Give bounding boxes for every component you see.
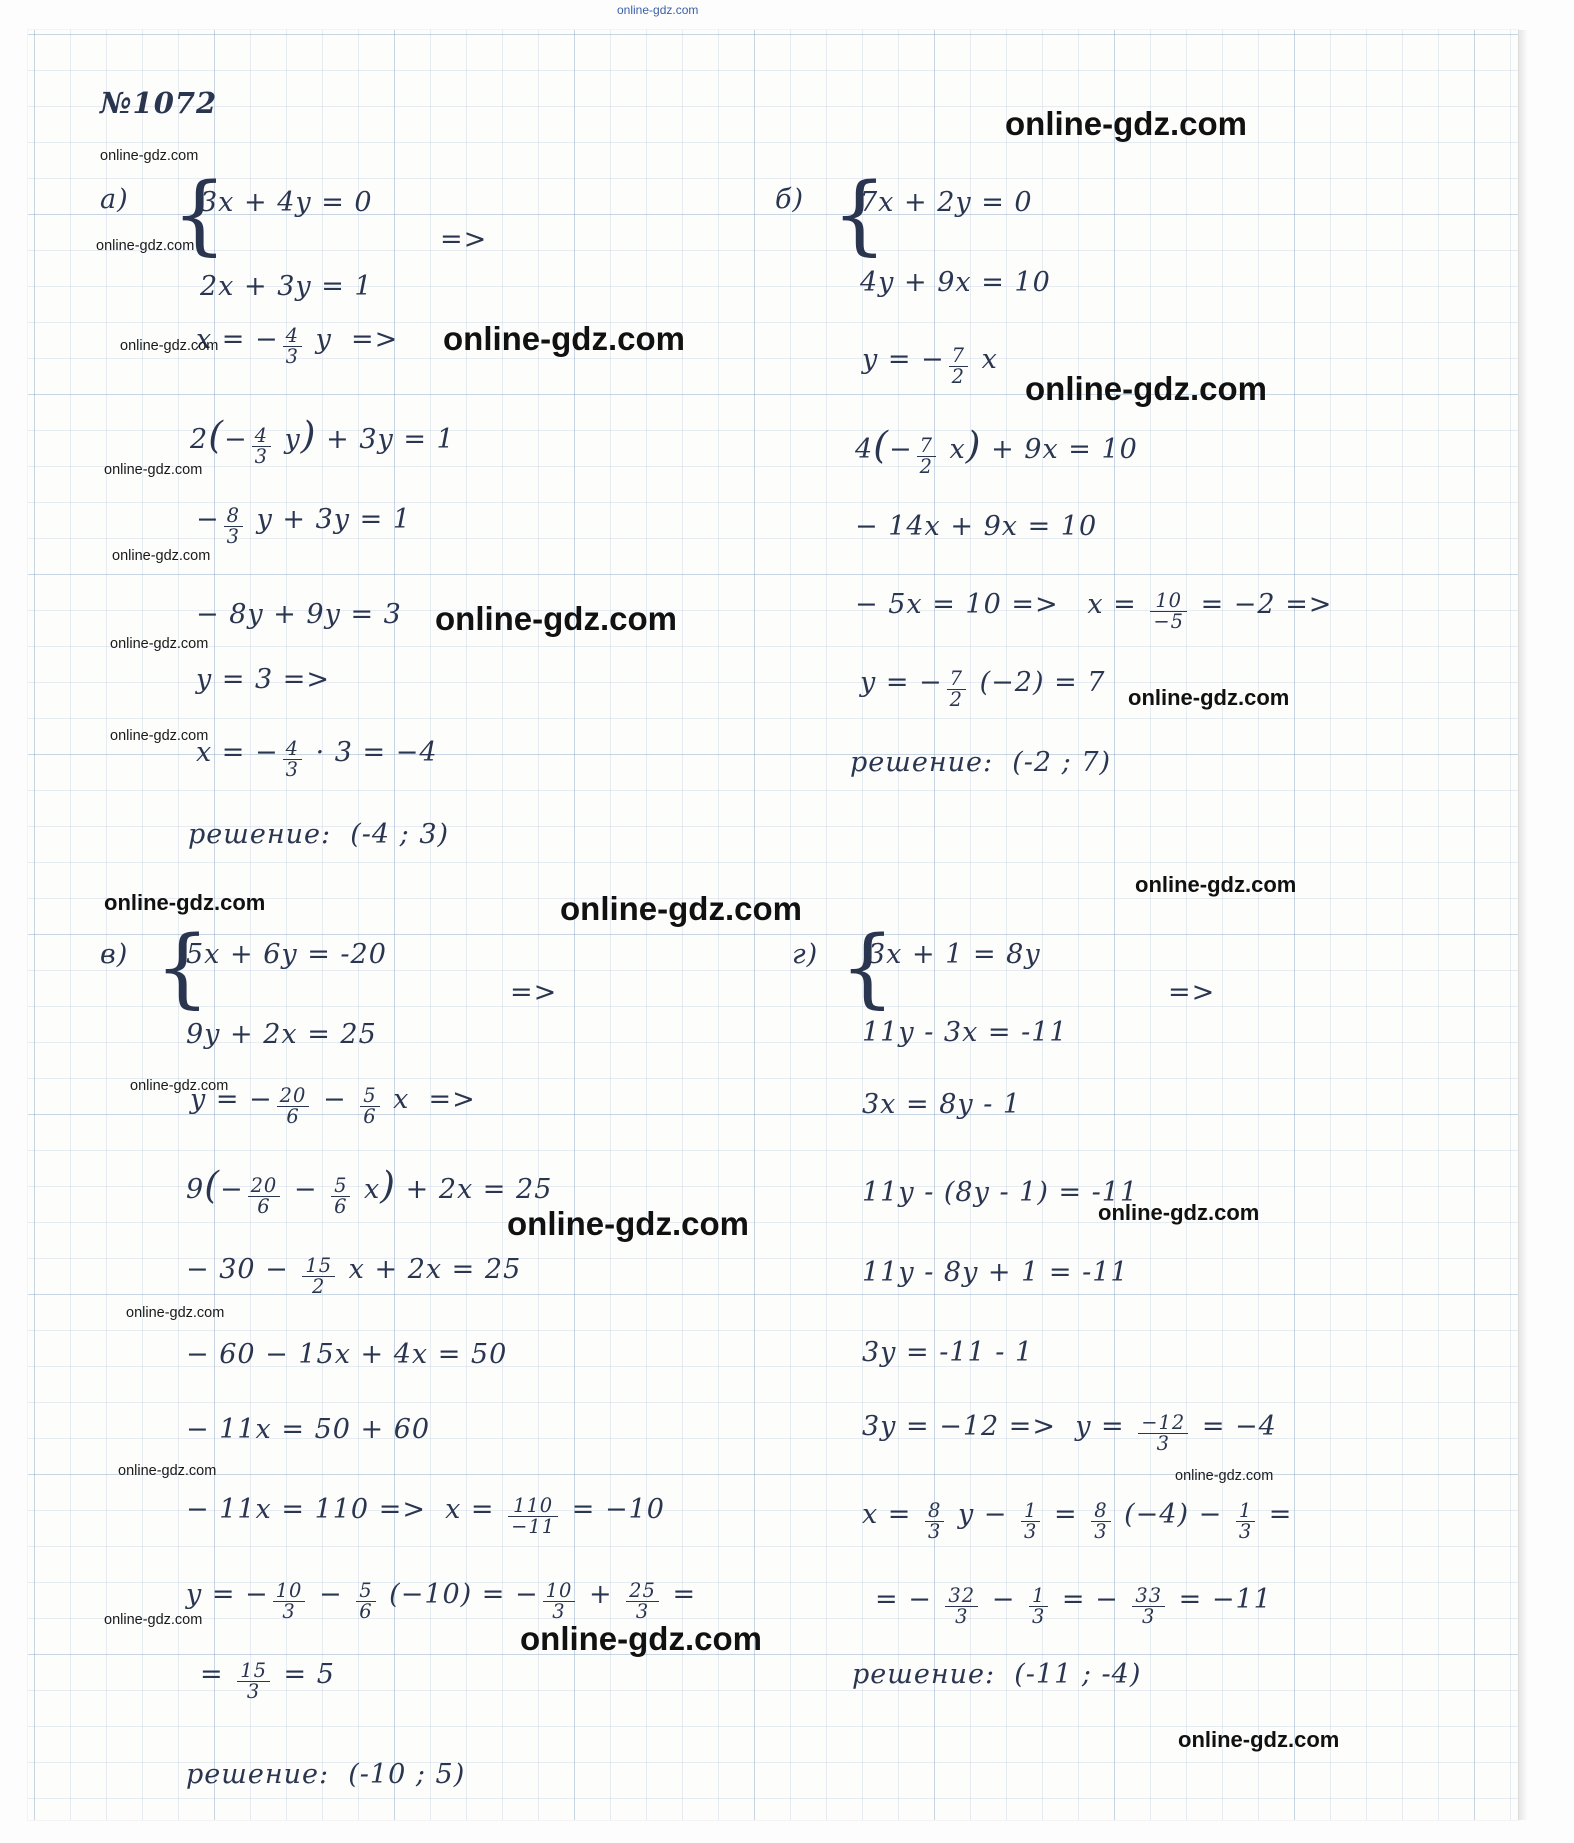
problem-b-answer-value: (-2 ; 7) [1012, 747, 1112, 778]
watermark-10: online-gdz.com [1175, 1468, 1274, 1484]
page-title: №1072 [100, 86, 218, 120]
problem-d-eq2: 11y - 3x = -11 [862, 1017, 1068, 1048]
watermark-s3: online-gdz.com [120, 338, 219, 354]
watermark-6: online-gdz.com [1135, 872, 1297, 897]
problem-d-label: г) [792, 939, 819, 970]
watermark-4: online-gdz.com [435, 600, 677, 637]
watermark-top: online-gdz.com [617, 3, 699, 17]
problem-c-step-5: − 11x = 50 + 60 [186, 1414, 431, 1445]
problem-c-step-1: y = − $\frac{20}{6}$ − $\frac{5}{6}$ x => [190, 1084, 476, 1128]
problem-a-step-5: y = 3 => [196, 664, 331, 695]
problem-a-step-3: − $\frac{8}{3}$ y + 3y = 1 [196, 504, 412, 548]
problem-c-step-8: = $\frac{15}{3}$ = 5 [200, 1659, 335, 1703]
watermark-12: online-gdz.com [1178, 1727, 1340, 1752]
watermark-s11: online-gdz.com [118, 1463, 217, 1479]
watermark-3: online-gdz.com [1025, 370, 1267, 407]
problem-b-answer-label: решение: [850, 747, 994, 778]
problem-d-eq1: 3x + 1 = 8y [868, 939, 1041, 970]
problem-a-arrow: => [440, 224, 488, 255]
problem-b-step-3: − 14x + 9x = 10 [855, 511, 1098, 542]
problem-a-answer-label: решение: [188, 819, 332, 850]
problem-a-eq2: 2x + 3y = 1 [200, 271, 373, 302]
problem-c-eq2: 9y + 2x = 25 [186, 1019, 377, 1050]
watermark-5: online-gdz.com [1128, 685, 1290, 710]
problem-b-label: б) [775, 184, 805, 215]
problem-b-eq1: 7x + 2y = 0 [860, 187, 1033, 218]
watermark-s1: online-gdz.com [100, 148, 199, 164]
problem-b-step-5: y = − $\frac{7}{2}$ (−2) = 7 [860, 667, 1106, 711]
problem-d-answer-value: (-11 ; -4) [1014, 1659, 1142, 1690]
problem-c-eq1: 5x + 6y = -20 [186, 939, 387, 970]
watermark-s7: online-gdz.com [110, 728, 209, 744]
problem-a-step-1: x = − $\frac{4}{3}$ y => [196, 324, 399, 368]
watermark-7: online-gdz.com [560, 890, 802, 927]
problem-c-arrow: => [510, 977, 558, 1008]
watermark-11: online-gdz.com [520, 1620, 762, 1657]
problem-c-step-3: − 30 − $\frac{15}{2}$ x + 2x = 25 [186, 1254, 522, 1298]
problem-a-brace: { [172, 165, 227, 265]
watermark-9: online-gdz.com [1098, 1200, 1260, 1225]
problem-a-answer-value: (-4 ; 3) [350, 819, 450, 850]
watermark-1: online-gdz.com [1005, 105, 1247, 142]
problem-c-answer-value: (-10 ; 5) [348, 1759, 466, 1790]
problem-a-step-2: 2(− $\frac{4}{3}$ y) + 3y = 1 [190, 413, 455, 468]
problem-a-eq1: 3x + 4y = 0 [200, 187, 373, 218]
problem-c-answer [186, 1760, 465, 1790]
problem-a-label: а) [100, 184, 129, 215]
problem-c-step-6: − 11x = 110 => x = $\frac{110}{-11}$ = −10 [186, 1494, 665, 1538]
problem-d-arrow: => [1168, 977, 1216, 1008]
watermark-s2: online-gdz.com [96, 238, 195, 254]
problem-c-step-2: 9(− $\frac{20}{6}$ − $\frac{5}{6}$ x) + 2x = 25 [186, 1163, 553, 1218]
problem-a-answer [188, 820, 449, 850]
problem-d-step-5: 3y = −12 => y = $\frac{-12}{3}$ = −4 [862, 1411, 1277, 1455]
watermark-s8: online-gdz.com [104, 890, 266, 915]
problem-d-answer-label: решение: [852, 1659, 996, 1690]
problem-c-answer-label: решение: [186, 1759, 330, 1790]
problem-b-step-4: − 5x = 10 => x = $\frac{10}{-5}$ = −2 => [855, 589, 1333, 633]
problem-d-step-4: 3y = -11 - 1 [862, 1337, 1034, 1368]
problem-d-answer [852, 1660, 1141, 1690]
problem-c-step-4: − 60 − 15x + 4x = 50 [186, 1339, 508, 1370]
watermark-s10: online-gdz.com [126, 1305, 225, 1321]
watermark-s6: online-gdz.com [110, 636, 209, 652]
problem-d-step-6: x = $\frac{8}{3}$ y − $\frac{1}{3}$ = $\frac{8}{3}$ (−4) − $\frac{1}{3}$ = [862, 1499, 1293, 1543]
problem-b-answer [850, 748, 1111, 778]
problem-b-step-2: 4(− $\frac{7}{2}$ x) + 9x = 10 [855, 423, 1138, 478]
problem-d-brace: { [840, 918, 895, 1018]
problem-b-step-1: y = − $\frac{7}{2}$ x [862, 344, 998, 388]
problem-a-step-4: − 8y + 9y = 3 [196, 599, 402, 630]
problem-d-step-1: 3x = 8y - 1 [862, 1089, 1022, 1120]
watermark-2: online-gdz.com [443, 320, 685, 357]
problem-d-step-7: = − $\frac{32}{3}$ − $\frac{1}{3}$ = − $\frac{33}{3}$ = −11 [875, 1584, 1272, 1628]
problem-a-step-6: x = − $\frac{4}{3}$ · 3 = −4 [196, 737, 438, 781]
watermark-s12: online-gdz.com [104, 1612, 203, 1628]
problem-d-step-2: 11y - (8y - 1) = -11 [862, 1177, 1139, 1208]
problem-b-brace: { [832, 165, 887, 265]
watermark-s9: online-gdz.com [130, 1078, 229, 1094]
problem-b-eq2: 4y + 9x = 10 [860, 267, 1051, 298]
problem-d-step-3: 11y - 8y + 1 = -11 [862, 1257, 1129, 1288]
watermark-s5: online-gdz.com [112, 548, 211, 564]
problem-c-brace: { [155, 918, 210, 1018]
watermark-8: online-gdz.com [507, 1205, 749, 1242]
problem-c-label: в) [100, 939, 129, 970]
watermark-s4: online-gdz.com [104, 462, 203, 478]
problem-c-step-7: y = − $\frac{10}{3}$ − $\frac{5}{6}$ (−10) = − $\frac{10}{3}$ + $\frac{25}{3}$ = [186, 1579, 697, 1623]
